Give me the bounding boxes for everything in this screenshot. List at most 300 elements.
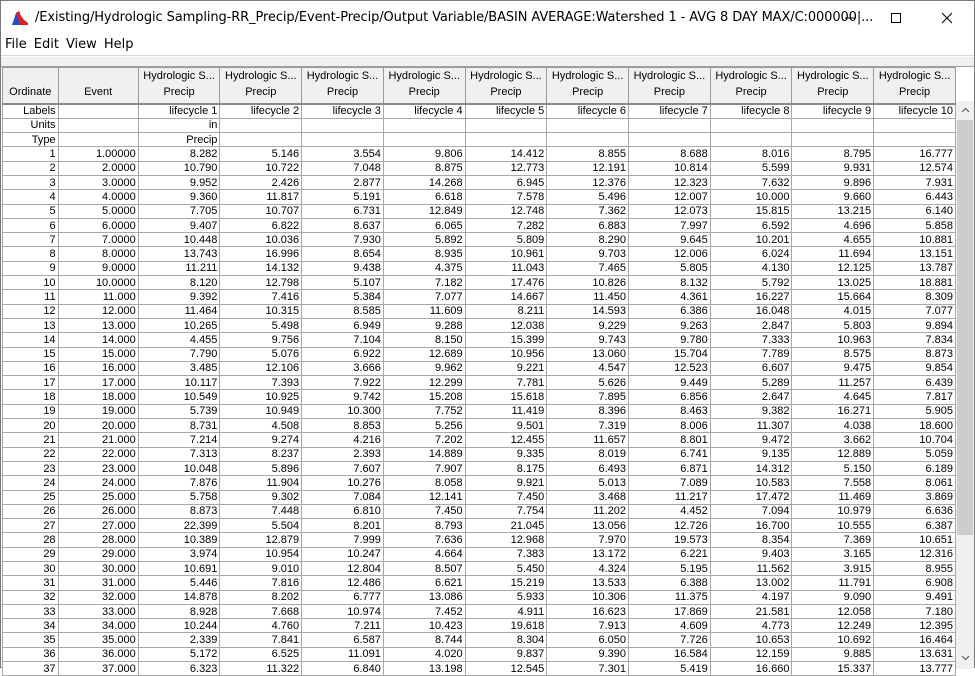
scrollbar-thumb[interactable] [957,120,973,535]
event-cell[interactable]: 19.000 [58,404,138,418]
meta-cell[interactable] [547,133,629,147]
value-cell[interactable]: 10.448 [138,233,220,247]
value-cell[interactable]: 9.703 [547,247,629,261]
value-cell[interactable]: 10.651 [874,533,956,547]
value-cell[interactable]: 14.132 [220,261,302,275]
value-cell[interactable]: 7.319 [547,419,629,433]
value-cell[interactable]: 12.249 [792,619,874,633]
value-cell[interactable]: 6.050 [547,633,629,647]
value-cell[interactable]: 8.744 [383,633,465,647]
meta-cell[interactable] [629,133,711,147]
value-cell[interactable]: 12.007 [629,190,711,204]
value-cell[interactable]: 6.741 [629,447,711,461]
value-cell[interactable]: 9.645 [629,233,711,247]
value-cell[interactable]: 5.933 [465,590,547,604]
value-cell[interactable]: 9.756 [220,333,302,347]
meta-cell[interactable]: lifecycle 7 [629,104,711,118]
meta-cell[interactable] [465,133,547,147]
value-cell[interactable]: 16.623 [547,604,629,618]
event-cell[interactable]: 35.000 [58,633,138,647]
value-cell[interactable]: 8.463 [629,404,711,418]
event-cell[interactable]: 33.000 [58,604,138,618]
value-cell[interactable]: 5.150 [792,461,874,475]
value-cell[interactable]: 5.191 [302,190,384,204]
value-cell[interactable]: 9.438 [302,261,384,275]
value-cell[interactable]: 4.038 [792,419,874,433]
minimize-button[interactable] [827,1,873,34]
value-cell[interactable]: 6.323 [138,662,220,676]
value-cell[interactable]: 16.227 [710,290,792,304]
value-cell[interactable]: 8.175 [465,461,547,475]
value-cell[interactable]: 14.878 [138,590,220,604]
value-cell[interactable]: 5.803 [792,318,874,332]
value-cell[interactable]: 17.476 [465,276,547,290]
column-header[interactable] [302,68,384,105]
value-cell[interactable]: 6.525 [220,647,302,661]
value-cell[interactable]: 5.195 [629,562,711,576]
value-cell[interactable]: 5.809 [465,233,547,247]
value-cell[interactable]: 9.449 [629,376,711,390]
event-cell[interactable]: 5.0000 [58,204,138,218]
value-cell[interactable]: 8.873 [874,347,956,361]
value-cell[interactable]: 5.739 [138,404,220,418]
scroll-down-button[interactable] [956,649,974,666]
value-cell[interactable]: 6.883 [547,218,629,232]
value-cell[interactable]: 9.475 [792,361,874,375]
value-cell[interactable]: 9.302 [220,490,302,504]
value-cell[interactable]: 10.549 [138,390,220,404]
column-header[interactable] [792,68,874,105]
value-cell[interactable]: 8.873 [138,504,220,518]
value-cell[interactable]: 2.426 [220,175,302,189]
value-cell[interactable]: 7.907 [383,461,465,475]
value-cell[interactable]: 9.221 [465,361,547,375]
column-header[interactable] [220,68,302,105]
value-cell[interactable]: 9.382 [710,404,792,418]
value-cell[interactable]: 12.574 [874,161,956,175]
value-cell[interactable]: 9.390 [547,647,629,661]
value-cell[interactable]: 4.696 [792,218,874,232]
column-header[interactable] [3,68,59,105]
value-cell[interactable]: 8.150 [383,333,465,347]
value-cell[interactable]: 10.814 [629,161,711,175]
meta-cell[interactable] [58,104,138,118]
meta-cell[interactable] [220,118,302,132]
value-cell[interactable]: 11.464 [138,304,220,318]
menu-file[interactable]: File [5,37,27,52]
value-cell[interactable]: 7.202 [383,433,465,447]
event-cell[interactable]: 28.000 [58,533,138,547]
value-cell[interactable]: 6.856 [629,390,711,404]
menu-help[interactable]: Help [103,37,134,52]
value-cell[interactable]: 16.048 [710,304,792,318]
value-cell[interactable]: 7.084 [302,490,384,504]
value-cell[interactable]: 5.107 [302,276,384,290]
value-cell[interactable]: 9.010 [220,562,302,576]
value-cell[interactable]: 6.493 [547,461,629,475]
value-cell[interactable]: 8.202 [220,590,302,604]
value-cell[interactable]: 7.817 [874,390,956,404]
value-cell[interactable]: 13.056 [547,519,629,533]
value-cell[interactable]: 16.700 [710,519,792,533]
value-cell[interactable]: 8.058 [383,476,465,490]
value-cell[interactable]: 13.002 [710,576,792,590]
value-cell[interactable]: 15.219 [465,576,547,590]
event-cell[interactable]: 34.000 [58,619,138,633]
value-cell[interactable]: 16.464 [874,633,956,647]
value-cell[interactable]: 4.760 [220,619,302,633]
value-cell[interactable]: 8.019 [547,447,629,461]
value-cell[interactable]: 15.337 [792,662,874,676]
value-cell[interactable]: 7.077 [383,290,465,304]
value-cell[interactable]: 11.450 [547,290,629,304]
value-cell[interactable]: 8.201 [302,519,384,533]
value-cell[interactable]: 6.908 [874,576,956,590]
value-cell[interactable]: 5.599 [710,161,792,175]
event-cell[interactable]: 8.0000 [58,247,138,261]
value-cell[interactable]: 11.609 [383,304,465,318]
event-cell[interactable]: 29.000 [58,547,138,561]
value-cell[interactable]: 6.949 [302,318,384,332]
value-cell[interactable]: 5.256 [383,419,465,433]
value-cell[interactable]: 14.312 [710,461,792,475]
value-cell[interactable]: 9.742 [302,390,384,404]
value-cell[interactable]: 5.892 [383,233,465,247]
value-cell[interactable]: 16.271 [792,404,874,418]
value-cell[interactable]: 14.889 [383,447,465,461]
value-cell[interactable]: 7.752 [383,404,465,418]
column-header[interactable] [58,68,138,105]
value-cell[interactable]: 4.015 [792,304,874,318]
value-cell[interactable]: 6.731 [302,204,384,218]
event-cell[interactable]: 6.0000 [58,218,138,232]
meta-cell[interactable] [58,133,138,147]
value-cell[interactable]: 10.265 [138,318,220,332]
meta-cell[interactable]: lifecycle 3 [302,104,384,118]
value-cell[interactable]: 11.469 [792,490,874,504]
value-cell[interactable]: 8.006 [629,419,711,433]
value-cell[interactable]: 8.801 [629,433,711,447]
value-cell[interactable]: 7.104 [302,333,384,347]
value-cell[interactable]: 12.006 [629,247,711,261]
value-cell[interactable]: 12.486 [302,576,384,590]
value-cell[interactable]: 2.393 [302,447,384,461]
value-cell[interactable]: 6.140 [874,204,956,218]
meta-cell[interactable]: lifecycle 2 [220,104,302,118]
column-header[interactable] [383,68,465,105]
event-cell[interactable]: 9.0000 [58,261,138,275]
value-cell[interactable]: 9.780 [629,333,711,347]
event-cell[interactable]: 17.000 [58,376,138,390]
value-cell[interactable]: 11.202 [547,504,629,518]
value-cell[interactable]: 4.609 [629,619,711,633]
event-cell[interactable]: 3.0000 [58,175,138,189]
value-cell[interactable]: 7.369 [792,533,874,547]
value-cell[interactable]: 11.562 [710,562,792,576]
value-cell[interactable]: 8.955 [874,562,956,576]
value-cell[interactable]: 12.038 [465,318,547,332]
meta-cell[interactable]: lifecycle 8 [710,104,792,118]
value-cell[interactable]: 8.120 [138,276,220,290]
value-cell[interactable]: 6.439 [874,376,956,390]
value-cell[interactable]: 16.996 [220,247,302,261]
value-cell[interactable]: 12.125 [792,261,874,275]
value-cell[interactable]: 6.621 [383,576,465,590]
value-cell[interactable]: 10.974 [302,604,384,618]
event-cell[interactable]: 32.000 [58,590,138,604]
event-cell[interactable]: 12.000 [58,304,138,318]
value-cell[interactable]: 4.508 [220,419,302,433]
value-cell[interactable]: 3.485 [138,361,220,375]
value-cell[interactable]: 10.315 [220,304,302,318]
value-cell[interactable]: 8.688 [629,147,711,161]
value-cell[interactable]: 9.407 [138,218,220,232]
meta-cell[interactable] [383,118,465,132]
value-cell[interactable]: 10.704 [874,433,956,447]
value-cell[interactable]: 15.664 [792,290,874,304]
meta-cell[interactable] [547,118,629,132]
value-cell[interactable]: 7.450 [383,504,465,518]
value-cell[interactable]: 8.309 [874,290,956,304]
value-cell[interactable]: 5.905 [874,404,956,418]
value-cell[interactable]: 14.268 [383,175,465,189]
value-cell[interactable]: 10.036 [220,233,302,247]
value-cell[interactable]: 7.970 [547,533,629,547]
meta-cell[interactable] [710,118,792,132]
value-cell[interactable]: 11.043 [465,261,547,275]
value-cell[interactable]: 12.689 [383,347,465,361]
value-cell[interactable]: 21.581 [710,604,792,618]
value-cell[interactable]: 15.208 [383,390,465,404]
value-cell[interactable]: 3.468 [547,490,629,504]
value-cell[interactable]: 15.704 [629,347,711,361]
value-cell[interactable]: 6.189 [874,461,956,475]
value-cell[interactable]: 12.849 [383,204,465,218]
meta-cell[interactable]: lifecycle 6 [547,104,629,118]
value-cell[interactable]: 8.853 [302,419,384,433]
value-cell[interactable]: 5.498 [220,318,302,332]
event-cell[interactable]: 25.000 [58,490,138,504]
value-cell[interactable]: 4.911 [465,604,547,618]
value-cell[interactable]: 9.921 [465,476,547,490]
value-cell[interactable]: 13.151 [874,247,956,261]
meta-cell[interactable] [874,133,956,147]
value-cell[interactable]: 9.743 [547,333,629,347]
value-cell[interactable]: 7.931 [874,175,956,189]
event-cell[interactable]: 7.0000 [58,233,138,247]
value-cell[interactable]: 3.915 [792,562,874,576]
value-cell[interactable]: 12.106 [220,361,302,375]
value-cell[interactable]: 12.773 [465,161,547,175]
value-cell[interactable]: 4.020 [383,647,465,661]
value-cell[interactable]: 10.276 [302,476,384,490]
value-cell[interactable]: 8.132 [629,276,711,290]
meta-cell[interactable]: lifecycle 10 [874,104,956,118]
value-cell[interactable]: 6.945 [465,175,547,189]
value-cell[interactable]: 7.416 [220,290,302,304]
value-cell[interactable]: 7.876 [138,476,220,490]
value-cell[interactable]: 11.375 [629,590,711,604]
value-cell[interactable]: 12.748 [465,204,547,218]
value-cell[interactable]: 2.847 [710,318,792,332]
value-cell[interactable]: 6.871 [629,461,711,475]
value-cell[interactable]: 5.805 [629,261,711,275]
value-cell[interactable]: 5.626 [547,376,629,390]
meta-cell[interactable] [220,133,302,147]
value-cell[interactable]: 9.090 [792,590,874,604]
value-cell[interactable]: 13.198 [383,662,465,676]
value-cell[interactable]: 7.668 [220,604,302,618]
value-cell[interactable]: 11.694 [792,247,874,261]
value-cell[interactable]: 6.587 [302,633,384,647]
value-cell[interactable]: 10.117 [138,376,220,390]
value-cell[interactable]: 19.618 [465,619,547,633]
value-cell[interactable]: 5.858 [874,218,956,232]
value-cell[interactable]: 10.961 [465,247,547,261]
value-cell[interactable]: 4.130 [710,261,792,275]
value-cell[interactable]: 10.707 [220,204,302,218]
value-cell[interactable]: 8.290 [547,233,629,247]
value-cell[interactable]: 10.979 [792,504,874,518]
meta-cell[interactable] [58,118,138,132]
value-cell[interactable]: 7.558 [792,476,874,490]
value-cell[interactable]: 7.448 [220,504,302,518]
value-cell[interactable]: 7.999 [302,533,384,547]
event-cell[interactable]: 21.000 [58,433,138,447]
value-cell[interactable]: 8.282 [138,147,220,161]
value-cell[interactable]: 14.412 [465,147,547,161]
value-cell[interactable]: 6.024 [710,247,792,261]
value-cell[interactable]: 12.316 [874,547,956,561]
value-cell[interactable]: 9.660 [792,190,874,204]
meta-cell[interactable]: lifecycle 1 [138,104,220,118]
value-cell[interactable]: 8.396 [547,404,629,418]
value-cell[interactable]: 4.455 [138,333,220,347]
value-cell[interactable]: 7.754 [465,504,547,518]
value-cell[interactable]: 5.446 [138,576,220,590]
value-cell[interactable]: 8.731 [138,419,220,433]
value-cell[interactable]: 3.666 [302,361,384,375]
event-cell[interactable]: 14.000 [58,333,138,347]
value-cell[interactable]: 12.191 [547,161,629,175]
event-cell[interactable]: 37.000 [58,662,138,676]
meta-cell[interactable] [629,118,711,132]
value-cell[interactable]: 6.636 [874,504,956,518]
value-cell[interactable]: 8.855 [547,147,629,161]
value-cell[interactable]: 9.837 [465,647,547,661]
event-cell[interactable]: 10.0000 [58,276,138,290]
value-cell[interactable]: 13.777 [874,662,956,676]
value-cell[interactable]: 7.636 [383,533,465,547]
event-cell[interactable]: 27.000 [58,519,138,533]
column-header[interactable] [874,68,956,105]
meta-cell[interactable] [302,133,384,147]
value-cell[interactable]: 9.885 [792,647,874,661]
value-cell[interactable]: 10.247 [302,547,384,561]
value-cell[interactable]: 15.815 [710,204,792,218]
event-cell[interactable]: 31.000 [58,576,138,590]
value-cell[interactable]: 12.159 [710,647,792,661]
value-cell[interactable]: 8.507 [383,562,465,576]
value-cell[interactable]: 6.618 [383,190,465,204]
value-cell[interactable]: 5.146 [220,147,302,161]
value-cell[interactable]: 12.889 [792,447,874,461]
value-cell[interactable]: 7.211 [302,619,384,633]
menu-edit[interactable]: Edit [33,37,59,52]
value-cell[interactable]: 13.215 [792,204,874,218]
value-cell[interactable]: 7.578 [465,190,547,204]
value-cell[interactable]: 12.455 [465,433,547,447]
value-cell[interactable]: 4.216 [302,433,384,447]
value-cell[interactable]: 6.810 [302,504,384,518]
value-cell[interactable]: 10.954 [220,547,302,561]
value-cell[interactable]: 10.000 [710,190,792,204]
value-cell[interactable]: 13.086 [383,590,465,604]
event-cell[interactable]: 1.00000 [58,147,138,161]
event-cell[interactable]: 16.000 [58,361,138,375]
value-cell[interactable]: 9.392 [138,290,220,304]
value-cell[interactable]: 10.389 [138,533,220,547]
value-cell[interactable]: 5.496 [547,190,629,204]
value-cell[interactable]: 14.593 [547,304,629,318]
value-cell[interactable]: 6.388 [629,576,711,590]
value-cell[interactable]: 8.354 [710,533,792,547]
value-cell[interactable]: 12.299 [383,376,465,390]
event-cell[interactable]: 15.000 [58,347,138,361]
value-cell[interactable]: 9.403 [710,547,792,561]
value-cell[interactable]: 21.045 [465,519,547,533]
value-cell[interactable]: 7.465 [547,261,629,275]
value-cell[interactable]: 4.197 [710,590,792,604]
value-cell[interactable]: 5.289 [710,376,792,390]
value-cell[interactable]: 9.952 [138,175,220,189]
value-cell[interactable]: 7.607 [302,461,384,475]
value-cell[interactable]: 7.182 [383,276,465,290]
value-cell[interactable]: 7.930 [302,233,384,247]
value-cell[interactable]: 9.135 [710,447,792,461]
value-cell[interactable]: 8.928 [138,604,220,618]
value-cell[interactable]: 7.452 [383,604,465,618]
value-cell[interactable]: 3.554 [302,147,384,161]
value-cell[interactable]: 6.777 [302,590,384,604]
event-cell[interactable]: 20.000 [58,419,138,433]
value-cell[interactable]: 13.025 [792,276,874,290]
value-cell[interactable]: 8.875 [383,161,465,175]
value-cell[interactable]: 18.881 [874,276,956,290]
value-cell[interactable]: 13.631 [874,647,956,661]
value-cell[interactable]: 12.323 [629,175,711,189]
event-cell[interactable]: 4.0000 [58,190,138,204]
value-cell[interactable]: 4.547 [547,361,629,375]
value-cell[interactable]: 12.376 [547,175,629,189]
value-cell[interactable]: 8.304 [465,633,547,647]
value-cell[interactable]: 7.632 [710,175,792,189]
value-cell[interactable]: 10.653 [710,633,792,647]
value-cell[interactable]: 8.211 [465,304,547,318]
meta-cell[interactable] [465,118,547,132]
value-cell[interactable]: 22.399 [138,519,220,533]
close-button[interactable] [924,1,970,34]
value-cell[interactable]: 4.645 [792,390,874,404]
value-cell[interactable]: 7.362 [547,204,629,218]
value-cell[interactable]: 11.091 [302,647,384,661]
value-cell[interactable]: 9.335 [465,447,547,461]
value-cell[interactable]: 16.660 [710,662,792,676]
value-cell[interactable]: 12.968 [465,533,547,547]
value-cell[interactable]: 6.592 [710,218,792,232]
title-bar[interactable] [1,1,974,34]
value-cell[interactable]: 9.263 [629,318,711,332]
